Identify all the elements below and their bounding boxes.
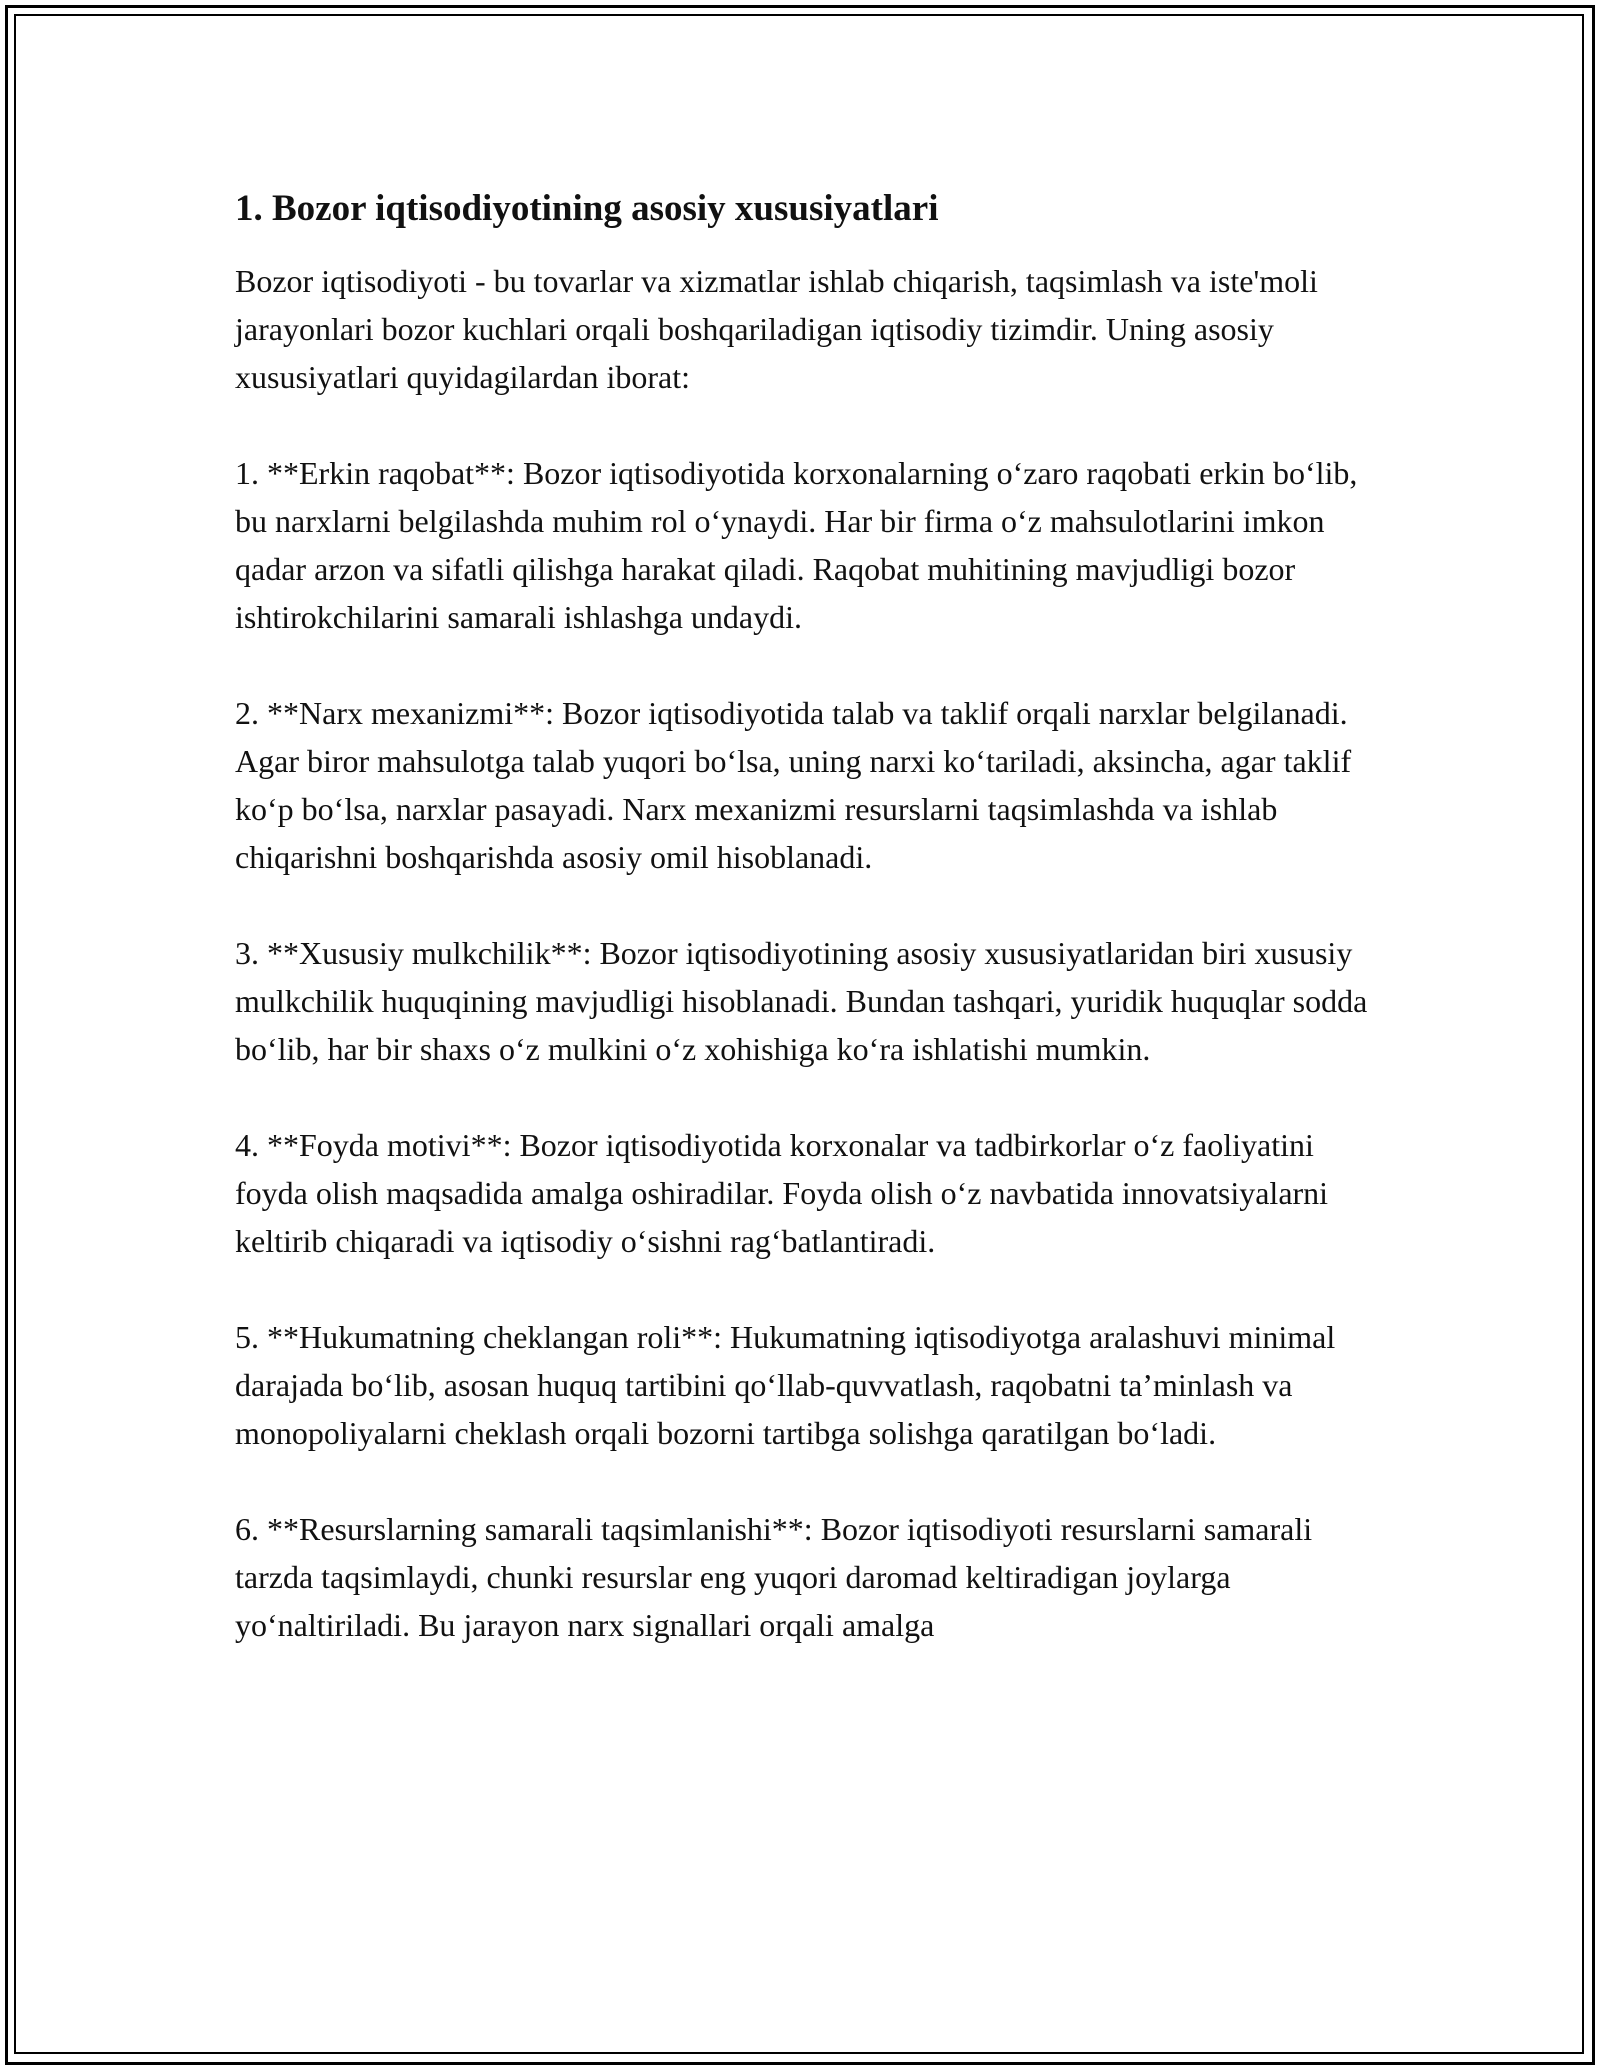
list-item-resource-allocation: 6. **Resurslarning samarali taqsimlanishi**: Bozor iqtisodiyoti resurslarni samarali tarzda taqsimlaydi, chunki resurslar eng yuqori daromad keltiradigan joylarga yo‘naltiriladi. Bu jarayon narx signallari orqali amalga <box>235 1511 1313 1643</box>
list-item-private-property: 3. **Xususiy mulkchilik**: Bozor iqtisodiyotining asosiy xususiyatlaridan biri xususiy mulkchilik huquqining mavjudligi hisoblanadi. Bundan tashqari, yuridik huquqlar sodda bo‘lib, har bir shaxs o‘z mulkini o‘z xohishiga ko‘ra ishlatishi mumkin. <box>235 935 1368 1067</box>
document-body <box>235 185 1375 1649</box>
intro-paragraph: Bozor iqtisodiyoti - bu tovarlar va xizmatlar ishlab chiqarish, taqsimlash va iste'moli jarayonlari bozor kuchlari orqali boshqariladigan iqtisodiy tizimdir. Uning asosiy xususiyatlari quyidagilardan iborat: <box>235 263 1318 395</box>
list-item-free-competition: 1. **Erkin raqobat**: Bozor iqtisodiyotida korxonalarning o‘zaro raqobati erkin bo‘lib, bu narxlarni belgilashda muhim rol o‘ynaydi. Har bir firma o‘z mahsulotlarini imkon qadar arzon va sifatli qilishga harakat qiladi. Raqobat muhitining mavjudligi bozor ishtirokchilarini samarali ishlashga undaydi. <box>235 455 1358 635</box>
section-heading: 1. Bozor iqtisodiyotining asosiy xususiyatlari <box>235 188 939 229</box>
list-item-price-mechanism: 2. **Narx mexanizmi**: Bozor iqtisodiyotida talab va taklif orqali narxlar belgilanadi. Agar biror mahsulotga talab yuqori bo‘lsa, uning narxi ko‘tariladi, aksincha, agar taklif ko‘p bo‘lsa, narxlar pasayadi. Narx mexanizmi resurslarni taqsimlashda va ishlab chiqarishni boshqarishda asosiy omil hisoblanadi. <box>235 695 1352 875</box>
list-item-profit-motive: 4. **Foyda motivi**: Bozor iqtisodiyotida korxonalar va tadbirkorlar o‘z faoliyatini foyda olish maqsadida amalga oshiradilar. Foyda olish o‘z navbatida innovatsiyalarni keltirib chiqaradi va iqtisodiy o‘sishni rag‘batlantiradi. <box>235 1127 1329 1259</box>
list-item-limited-government: 5. **Hukumatning cheklangan roli**: Hukumatning iqtisodiyotga aralashuvi minimal darajada bo‘lib, asosan huquq tartibini qo‘llab-quvvatlash, raqobatni ta’minlash va monopoliyalarni cheklash orqali bozorni tartibga solishga qaratilgan bo‘ladi. <box>235 1319 1336 1451</box>
